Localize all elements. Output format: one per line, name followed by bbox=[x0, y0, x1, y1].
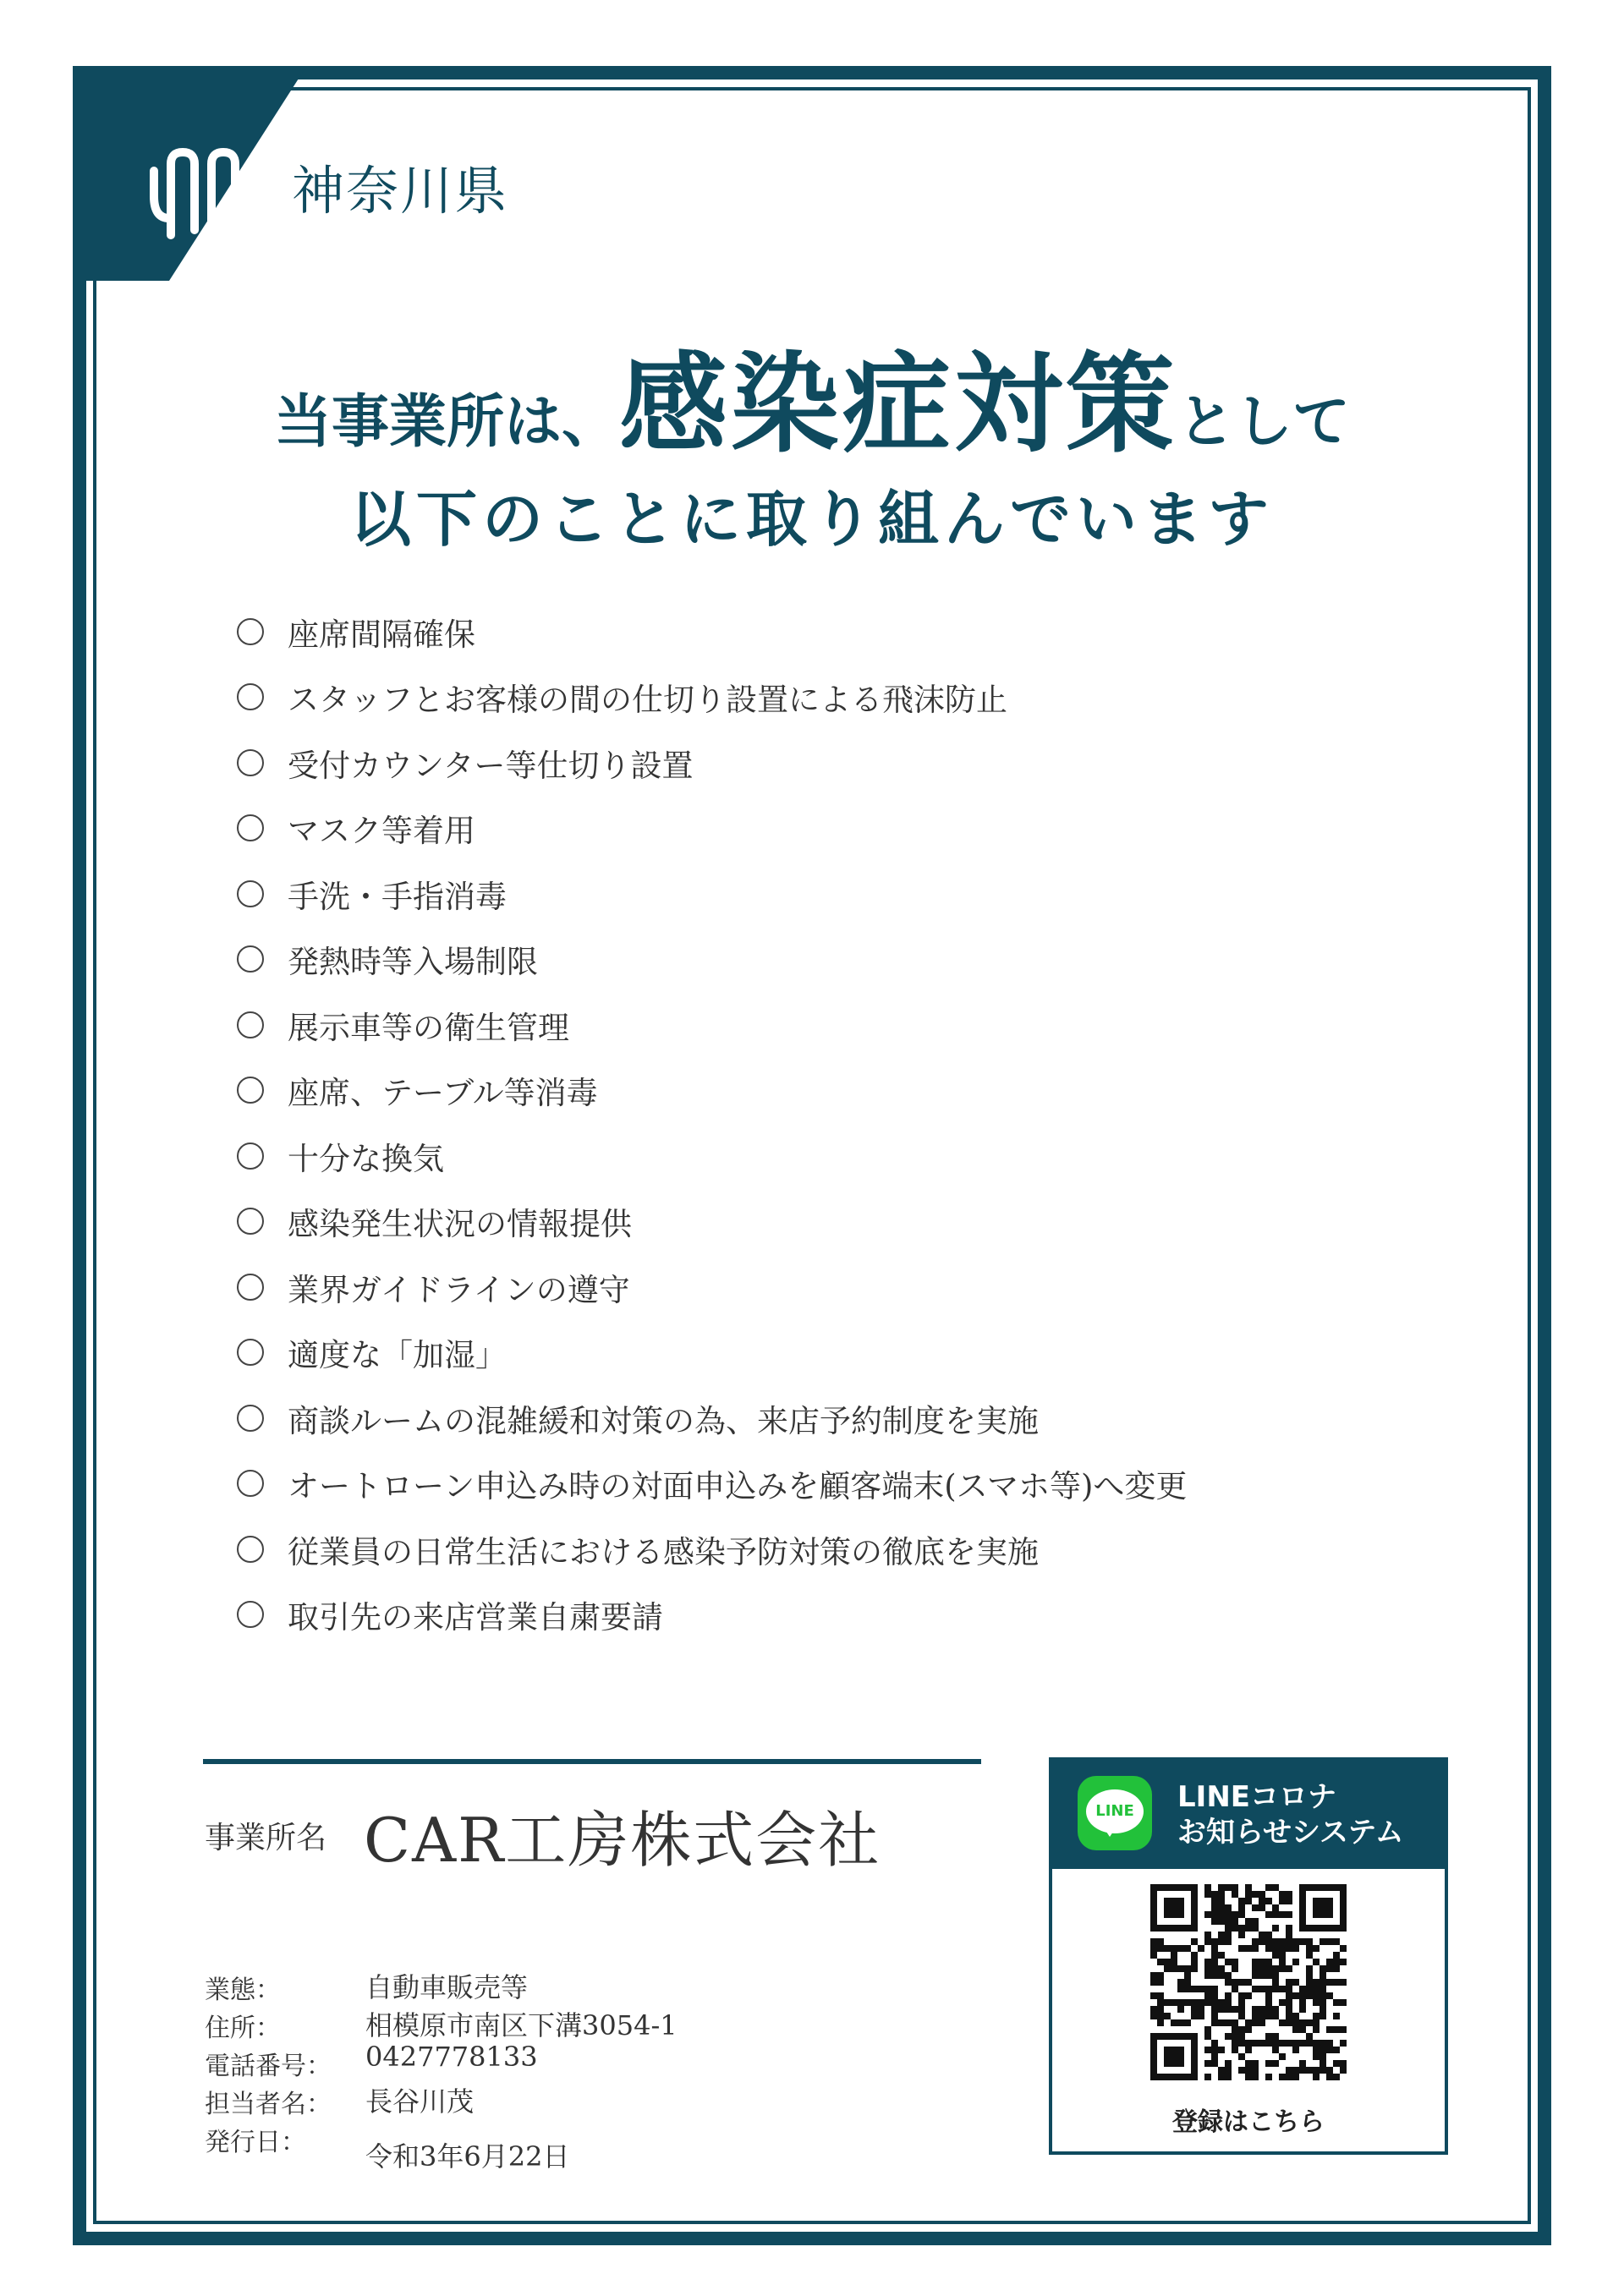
measure-text: 従業員の日常生活における感染予防対策の徹底を実施 bbox=[288, 1533, 1039, 1570]
headline-suffix: として bbox=[1177, 389, 1351, 456]
measure-text: 発熱時等入場制限 bbox=[288, 944, 538, 981]
measure-text: オートローン申込み時の対面申込みを顧客端末(スマホ等)へ変更 bbox=[288, 1468, 1188, 1505]
measure-item bbox=[237, 599, 1187, 665]
measure-item bbox=[237, 796, 1187, 862]
business-divider bbox=[203, 1759, 981, 1764]
qr-code-icon[interactable] bbox=[1150, 1884, 1347, 2080]
circle-bullet-icon bbox=[237, 1143, 264, 1170]
measure-text: 商談ルームの混雑緩和対策の為、来店予約制度を実施 bbox=[288, 1402, 1039, 1439]
measure-item bbox=[237, 1451, 1187, 1517]
headline-line2: 以下のことに取り組んでいます bbox=[349, 484, 1274, 555]
measure-text: 適度な「加湿」 bbox=[288, 1337, 507, 1374]
measure-text: 展示車等の衛生管理 bbox=[288, 1009, 569, 1046]
measure-item bbox=[237, 1516, 1187, 1582]
line-system-title bbox=[1177, 1779, 1404, 1850]
measure-text: 感染発生状況の情報提供 bbox=[288, 1206, 632, 1243]
measure-item bbox=[237, 1254, 1187, 1320]
measure-text: マスク等着用 bbox=[288, 813, 475, 850]
line-title-line1: LINEコロナ bbox=[1177, 1780, 1336, 1814]
measure-item bbox=[237, 1058, 1187, 1124]
measure-item bbox=[237, 1123, 1187, 1189]
issued-date-label: 発行日： bbox=[205, 2128, 306, 2157]
headline-line1 bbox=[0, 317, 1624, 473]
line-register-link[interactable]: 登録はこちら bbox=[1172, 2107, 1325, 2137]
measure-text: 業界ガイドラインの遵守 bbox=[288, 1271, 630, 1308]
contact-label: 担当者名： bbox=[205, 2090, 332, 2119]
headline-prefix: 当事業所は、 bbox=[273, 389, 619, 456]
business-name-label: 事業所名 bbox=[205, 1821, 327, 1855]
measure-item bbox=[237, 1189, 1187, 1255]
measure-text: 取引先の来店営業自粛要請 bbox=[288, 1599, 663, 1636]
business-type-label: 業態： bbox=[205, 1975, 281, 2005]
headline-emphasis: 感染症対策 bbox=[618, 342, 1177, 468]
circle-bullet-icon bbox=[237, 1536, 264, 1563]
line-header bbox=[1052, 1761, 1445, 1869]
measure-item bbox=[237, 992, 1187, 1058]
business-type-value: 自動車販売等 bbox=[365, 1971, 529, 2003]
measures-list bbox=[237, 599, 1187, 1647]
circle-bullet-icon bbox=[237, 1274, 264, 1301]
circle-bullet-icon bbox=[237, 1405, 264, 1432]
measure-text: 手洗・手指消毒 bbox=[288, 878, 507, 915]
measure-item bbox=[237, 927, 1187, 993]
circle-bullet-icon bbox=[237, 749, 264, 776]
measure-item bbox=[237, 1385, 1187, 1451]
address-value: 相模原市南区下溝3054-1 bbox=[365, 2009, 678, 2041]
measure-text: 十分な換気 bbox=[288, 1140, 444, 1177]
circle-bullet-icon bbox=[237, 1339, 264, 1366]
circle-bullet-icon bbox=[237, 1011, 264, 1038]
prefecture-name: 神奈川県 bbox=[292, 160, 509, 222]
line-registration-box bbox=[1049, 1757, 1448, 2155]
measure-text: スタッフとお客様の間の仕切り設置による飛沫防止 bbox=[288, 682, 1007, 719]
measure-text: 座席、テーブル等消毒 bbox=[288, 1075, 598, 1112]
line-logo-icon bbox=[1078, 1776, 1152, 1850]
circle-bullet-icon bbox=[237, 618, 264, 645]
contact-value: 長谷川茂 bbox=[365, 2085, 475, 2118]
circle-bullet-icon bbox=[237, 1208, 264, 1235]
circle-bullet-icon bbox=[237, 1601, 264, 1628]
measure-item bbox=[237, 1582, 1187, 1648]
line-title-line2: お知らせシステム bbox=[1177, 1816, 1404, 1849]
circle-bullet-icon bbox=[237, 880, 264, 907]
line-logo-text: LINE bbox=[1095, 1802, 1134, 1820]
issued-date-value: 令和3年6月22日 bbox=[365, 2140, 570, 2173]
circle-bullet-icon bbox=[237, 814, 264, 841]
phone-value: 0427778133 bbox=[365, 2041, 538, 2073]
measure-item bbox=[237, 861, 1187, 927]
measure-item bbox=[237, 1320, 1187, 1386]
measure-text: 座席間隔確保 bbox=[288, 616, 475, 653]
phone-label: 電話番号： bbox=[205, 2052, 332, 2081]
address-label: 住所： bbox=[205, 2014, 281, 2043]
measure-text: 受付カウンター等仕切り設置 bbox=[288, 747, 694, 784]
business-name: CAR工房株式会社 bbox=[364, 1805, 881, 1876]
circle-bullet-icon bbox=[237, 945, 264, 973]
measure-item bbox=[237, 665, 1187, 731]
circle-bullet-icon bbox=[237, 1077, 264, 1104]
circle-bullet-icon bbox=[237, 1470, 264, 1497]
measure-item bbox=[237, 730, 1187, 796]
circle-bullet-icon bbox=[237, 683, 264, 710]
